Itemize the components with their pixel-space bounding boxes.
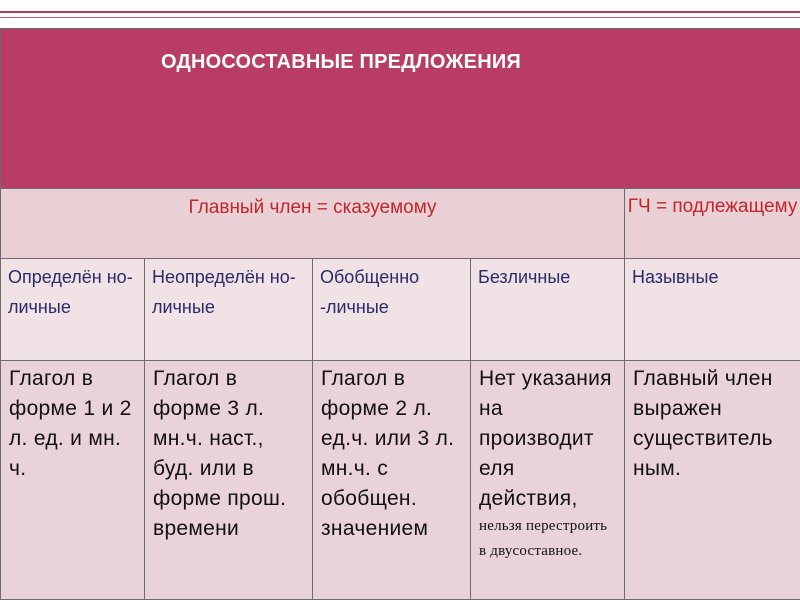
header-subject-main-member: ГЧ = подлежащему — [625, 189, 800, 259]
table-title: ОДНОСОСТАВНЫЕ ПРЕДЛОЖЕНИЯ — [1, 29, 800, 189]
desc-definite-personal — [1, 361, 145, 600]
desc-nominative — [625, 361, 800, 600]
desc-text: Глагол в форме 3 л. мн.ч. наст., буд. или в форме прош. времени — [153, 367, 287, 540]
one-part-sentences-table — [0, 28, 800, 600]
desc-text: Глагол в форме 1 и 2 л. ед. и мн. ч. — [9, 367, 132, 480]
top-decor-line — [0, 11, 800, 13]
type-impersonal: Безличные — [471, 259, 625, 361]
type-definite-personal: Определён но-личные — [1, 259, 145, 361]
top-decor-line-thin — [0, 17, 800, 18]
desc-text: Глагол в форме 2 л. ед.ч. или 3 л. мн.ч. с обобщен. значением — [321, 367, 455, 540]
desc-impersonal — [471, 361, 625, 600]
type-nominative: Назывные — [625, 259, 800, 361]
type-indefinite-personal: Неопределён но-личные — [145, 259, 313, 361]
desc-text: Главный член выражен существитель ным. — [633, 367, 773, 480]
desc-indefinite-personal — [145, 361, 313, 600]
desc-note: нельзя перестроить в двусоставное. — [479, 518, 608, 559]
type-generalized-personal: Обобщенно -личные — [313, 259, 471, 361]
top-decor-band — [0, 0, 800, 26]
desc-generalized-personal — [313, 361, 471, 600]
header-predicate-main-member: Главный член = сказуемому — [1, 189, 625, 259]
desc-text: Нет указания на производит еля действия, — [479, 367, 612, 510]
